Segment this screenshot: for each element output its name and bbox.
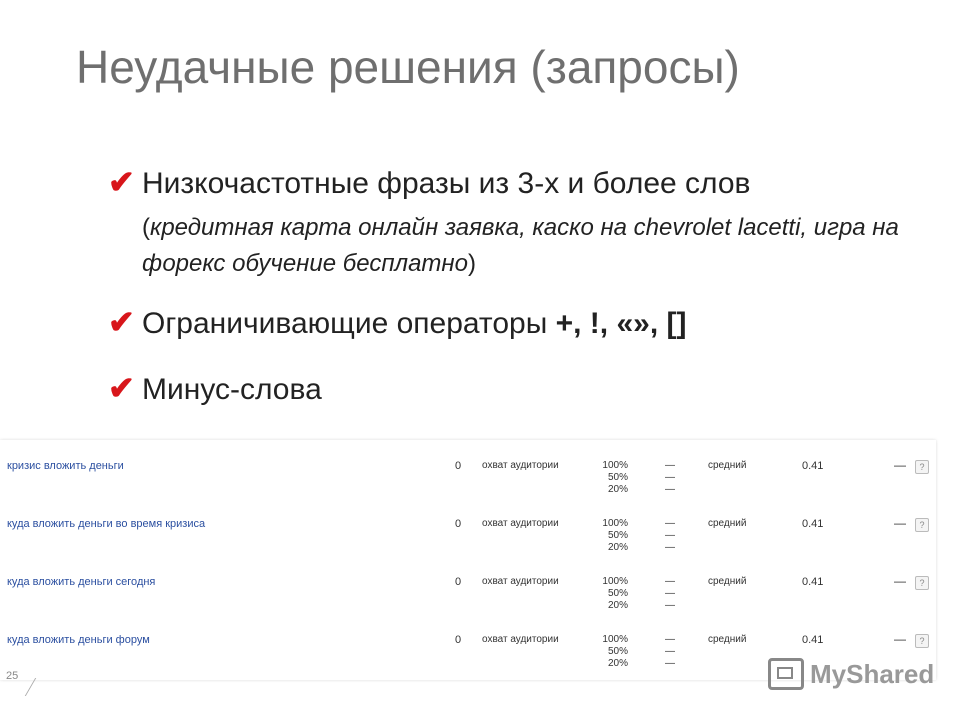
value-cell: 0.41 [802, 460, 824, 472]
bullet-examples [142, 210, 908, 282]
slide-number-decoration [0, 678, 36, 696]
myshared-logo-icon [768, 658, 804, 690]
level-cell: средний [708, 518, 747, 529]
table-row [0, 498, 936, 556]
bullet-low-frequency [108, 164, 908, 282]
watermark-text: MyShared [810, 658, 935, 689]
dash-cell: — — — [665, 634, 675, 669]
count-cell: 0 [455, 634, 462, 646]
keyword-link[interactable]: куда вложить деньги сегодня [7, 576, 156, 588]
percent-cell: 100% 50% 20% [602, 460, 628, 495]
dash-cell: — — — [665, 576, 675, 611]
bullet-text: Минус-слова [142, 373, 322, 406]
reach-cell: охват аудитории [482, 518, 559, 529]
level-cell: средний [708, 460, 747, 471]
percent-cell: 100% 50% 20% [602, 634, 628, 669]
bullet-text: Ограничивающие операторы [142, 307, 556, 340]
help-icon[interactable]: ? [915, 634, 929, 648]
count-cell: 0 [455, 518, 462, 530]
table-row [0, 556, 936, 614]
bullet-text: Низкочастотные фразы из 3-х и более слов [142, 167, 751, 200]
keyword-table [0, 440, 936, 680]
keyword-link[interactable]: кризис вложить деньги [7, 460, 124, 472]
red-checkmark-icon: ✔ [108, 164, 135, 200]
count-cell: 0 [455, 576, 462, 588]
dash-cell: — [894, 632, 906, 646]
help-icon[interactable]: ? [915, 576, 929, 590]
red-checkmark-icon: ✔ [108, 304, 135, 340]
examples-text: кредитная карта онлайн заявка, каско на chevrolet lacetti, игра на форекс обучение бесплатно [142, 214, 899, 277]
red-checkmark-icon: ✔ [108, 370, 135, 406]
keyword-link[interactable]: куда вложить деньги форум [7, 634, 150, 646]
value-cell: 0.41 [802, 518, 824, 530]
table-row [0, 440, 936, 498]
dash-cell: — — — [665, 518, 675, 553]
operators-text: +, !, «», [] [555, 307, 687, 340]
value-cell: 0.41 [802, 634, 824, 646]
value-cell: 0.41 [802, 576, 824, 588]
count-cell: 0 [455, 460, 462, 472]
percent-cell: 100% 50% 20% [602, 576, 628, 611]
level-cell: средний [708, 576, 747, 587]
percent-cell: 100% 50% 20% [602, 518, 628, 553]
bullet-list [108, 164, 908, 410]
paren-open: ( [142, 214, 150, 241]
help-icon[interactable]: ? [915, 518, 929, 532]
help-icon[interactable]: ? [915, 460, 929, 474]
slide-title: Неудачные решения (запросы) [76, 41, 740, 93]
dash-cell: — — — [665, 460, 675, 495]
watermark-logo [768, 654, 934, 694]
reach-cell: охват аудитории [482, 634, 559, 645]
paren-close: ) [467, 250, 476, 277]
slide-number: 25 [6, 670, 19, 682]
dash-cell: — [894, 574, 906, 588]
reach-cell: охват аудитории [482, 460, 559, 471]
keyword-link[interactable]: куда вложить деньги во время кризиса [7, 518, 206, 530]
dash-cell: — [894, 516, 906, 530]
bullet-operators [108, 304, 908, 344]
dash-cell: — [894, 458, 906, 472]
bullet-minus-words [108, 370, 908, 410]
level-cell: средний [708, 634, 747, 645]
reach-cell: охват аудитории [482, 576, 559, 587]
